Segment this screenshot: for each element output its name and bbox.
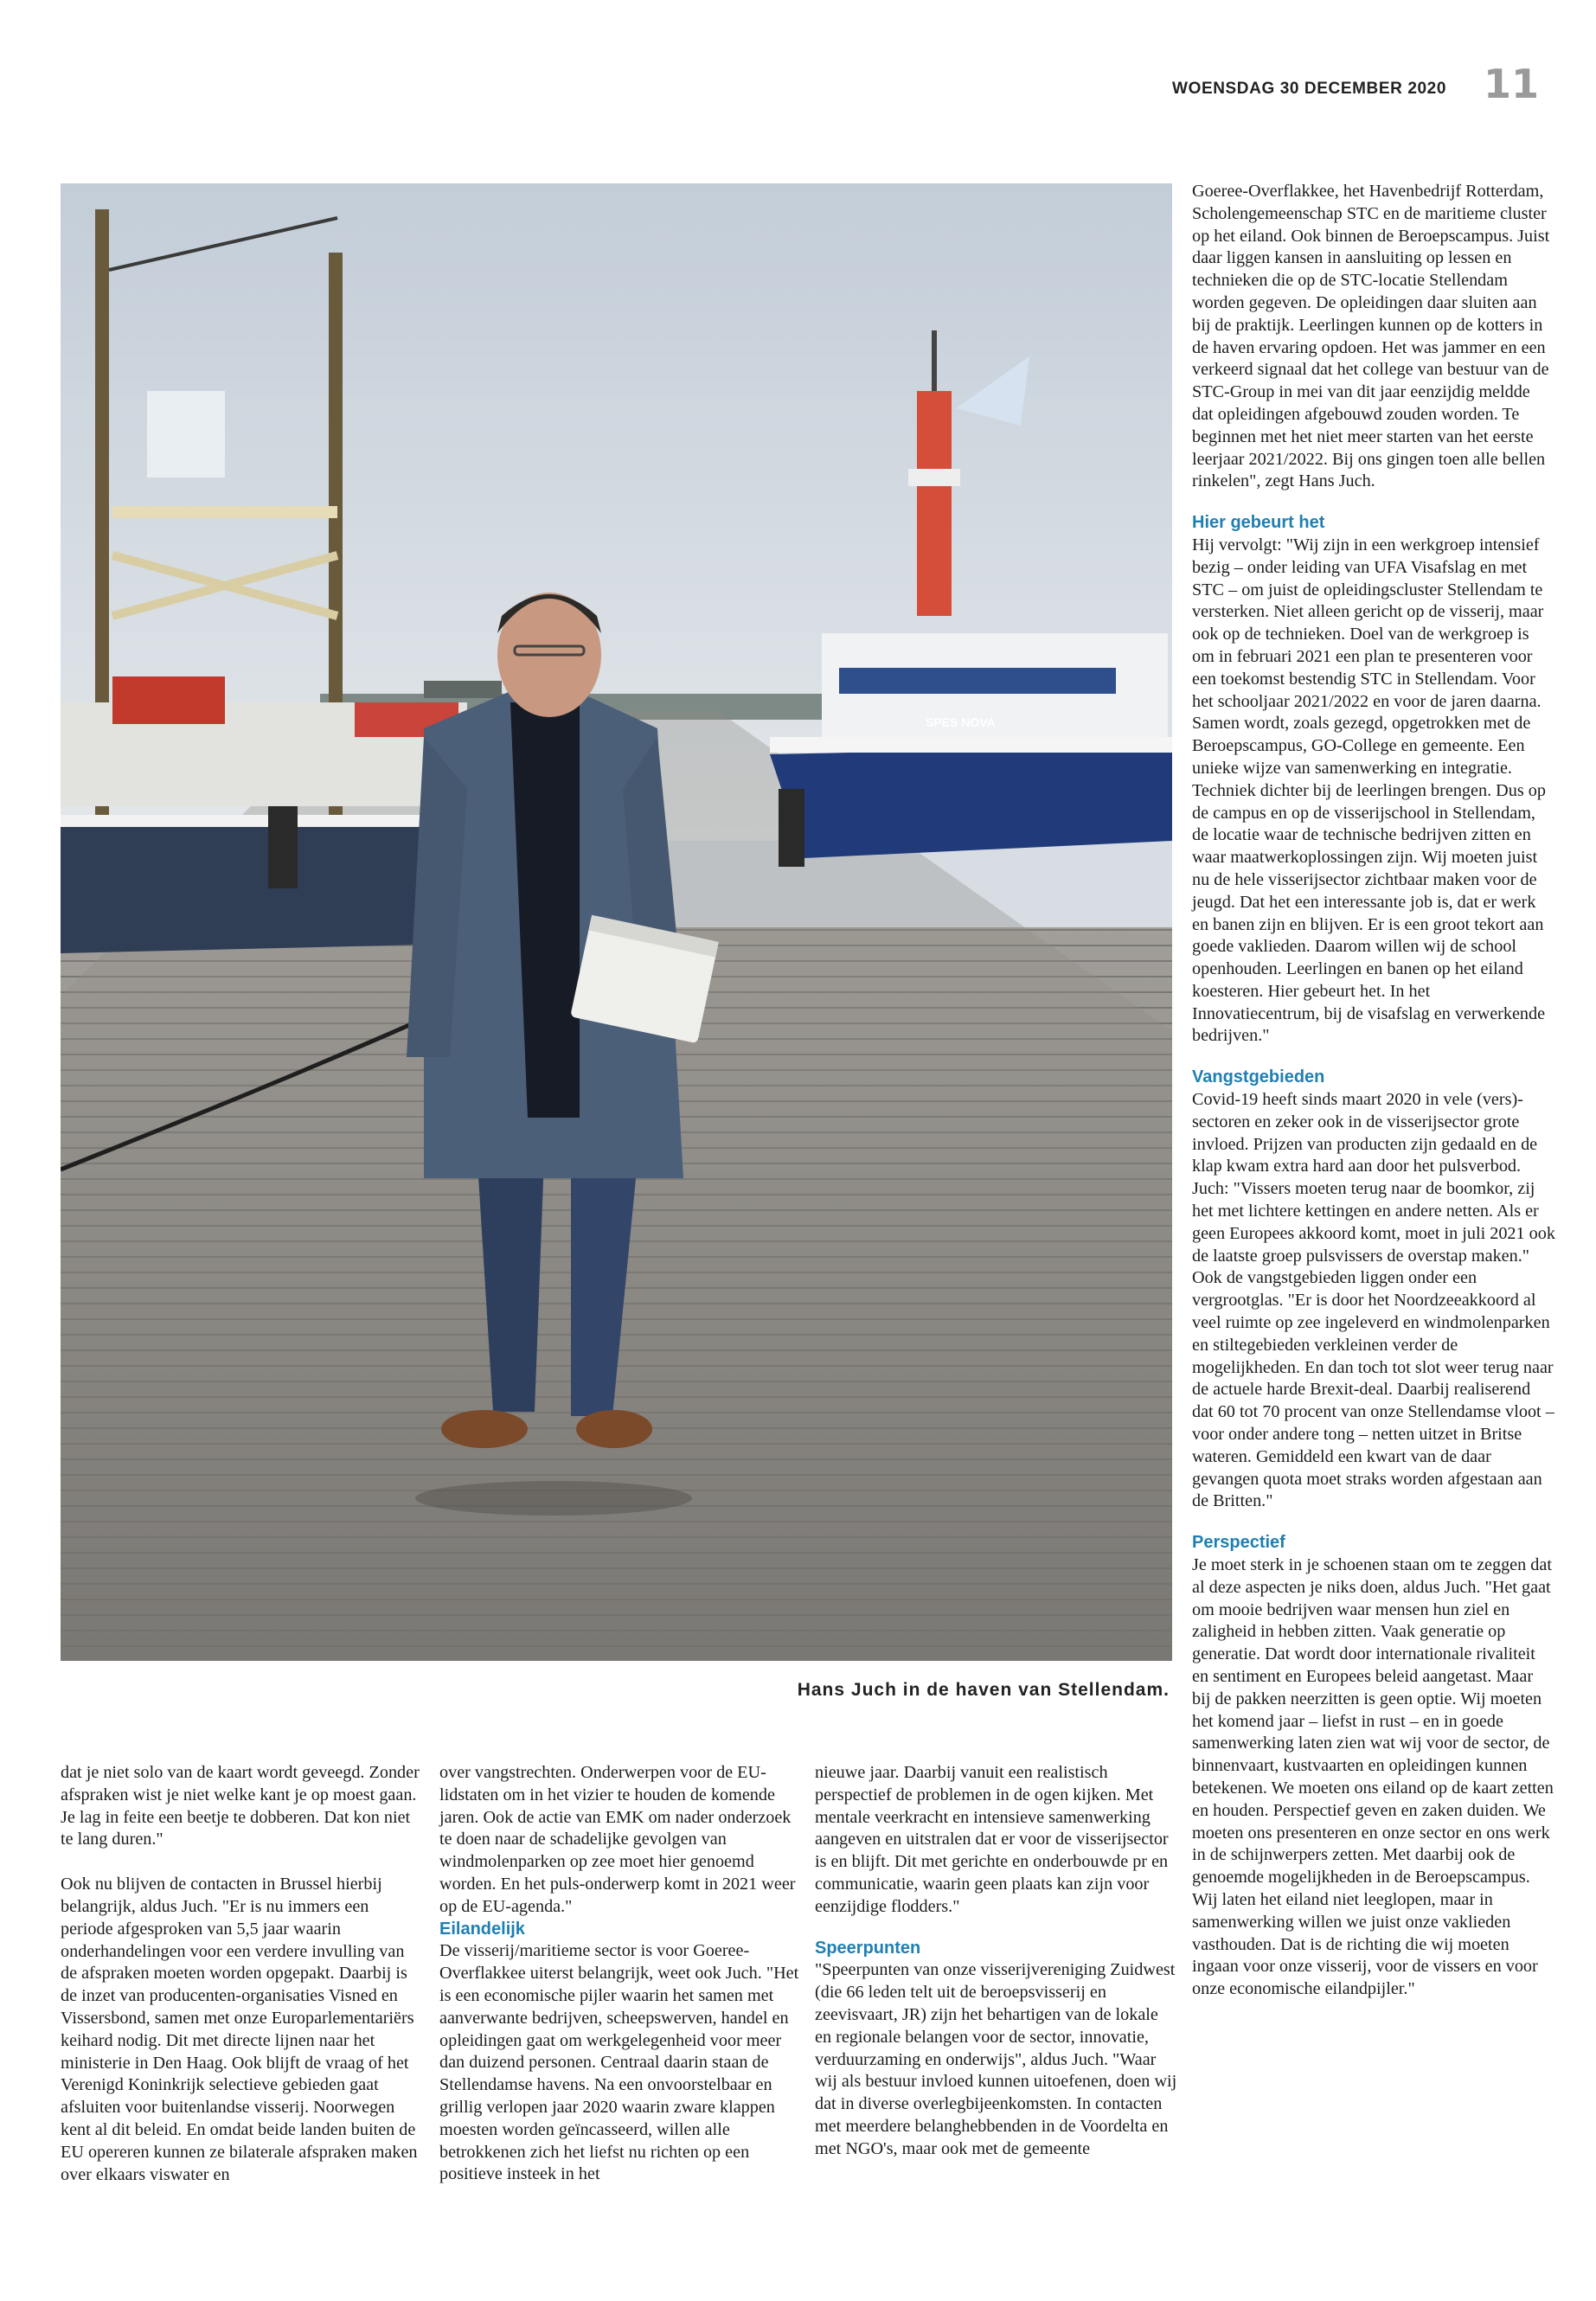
paragraph: "Speerpunten van onze visserijvereniging Zuidwest (die 66 leden telt uit de beroepsvisserij en zeevisvaart, JR) zijn het behartigen van de lokale en regionale belangen voor de sector, innovatie, verduurzaming en onderwijs", aldus Juch. "Waar wij als bestuur invloed kunnen uitoefenen, doen wij dat in diverse overlegbijeenkomsten. In contacten met meerdere belanghebbenden in de Voordelta en met NGO's, maar ook met de gemeente bbox=[815, 1960, 1177, 2158]
article-bottom-column-2 bbox=[439, 1762, 803, 2186]
paragraph: nieuwe jaar. Daarbij vanuit een realistisch perspectief de problemen in de ogen kijken. Met mentale veerkracht en intensieve samenwerking aangeven en uitstralen dat er voor de visserijsector is en blijft. Dit met gerichte en onderbouwde pr en communicatie, waarin geen plaats kan zijn voor eenzijdige flodders." bbox=[815, 1763, 1169, 1916]
subheading: Perspectief bbox=[1192, 1533, 1285, 1553]
subheading: Speerpunten bbox=[815, 1938, 921, 1958]
paragraph: Covid-19 heeft sinds maart 2020 in vele (vers)-sectoren en zeker ook in de visserijsector grote invloed. Prijzen van producten zijn gedaald en de klap kwam extra hard aan door het pulsverbod. Juch: "Vissers moeten terug naar de boomkor, zij het met lichtere kettingen en andere netten. Als er geen Europees akkoord komt, moet in juli 2021 ook de laatste groep pulsvissers de overstap maken." Ook de vangstgebieden liggen onder een vergrootglas. "Er is door het Noordzeeakkoord al veel ruimte op zee ingeleverd en windmolenparken en stiltegebieden verkleinen verder de mogelijkheden. En dan toch tot slot weer terug naar de actuele harde Brexit-deal. Daarbij realiserend dat 60 tot 70 procent van onze Stellendamse vloot – voor onder andere tong – netten uitzet in Britse wateren. Gemiddeld een kwart van de daar gevangen quota moet straks worden afgestaan aan de Britten." bbox=[1192, 1090, 1555, 1511]
photo-illustration bbox=[61, 183, 1172, 1661]
article-right-column bbox=[1192, 181, 1555, 2001]
paragraph: De visserij/maritieme sector is voor Goeree-Overflakkee uiterst belangrijk, weet ook Juch. "Het is een economische pijler waarin het samen met aanverwante bedrijven, scheepswerven, handel en opleidingen gaat om werkgelegenheid voor meer dan duizend personen. Centraal daarin staan de Stellendamse havens. Na een onvoorstelbaar en grillig verlopen jaar 2020 waarin zware klappen moesten worden geïncasseerd, willen alle betrokkenen zich het liefst nu richten op een positieve insteek in het bbox=[439, 1941, 799, 2184]
paragraph: Goeree-Overflakkee, het Havenbedrijf Rotterdam, Scholengemeenschap STC en de maritieme cluster op het eiland. Ook binnen de Beroepscampus. Juist daar liggen kansen in aansluiting op lessen en technieken die op de STC-locatie Stellendam worden gegeven. De opleidingen daar sluiten aan bij de praktijk. Leerlingen kunnen op de kotters in de haven ervaring opdoen. Het was jammer en een verkeerd signaal dat het college van bestuur van de STC-Group in mei van dit jaar eenzijdig meldde dat opleidingen afgebouwd zouden worden. Te beginnen met het niet meer starten van het eerste leerjaar 2021/2022. Bij ons gingen toen alle bellen rinkelen", zegt Hans Juch. bbox=[1192, 182, 1550, 491]
issue-date: WOENSDAG 30 DECEMBER 2020 bbox=[1172, 80, 1446, 98]
subheading: Eilandelijk bbox=[439, 1919, 525, 1939]
paragraph: dat je niet solo van de kaart wordt geveegd. Zonder afspraken wist je niet welke kant je op moest gaan. Je lag in feite een beetje te dobberen. Dat kon niet te lang duren." bbox=[61, 1763, 420, 1849]
subheading: Vangstgebieden bbox=[1192, 1067, 1325, 1087]
paragraph: over vangstrechten. Onderwerpen voor de EU-lidstaten om in het vizier te houden de komende jaren. Ook de actie van EMK om nader onderzoek te doen naar de schadelijke gevolgen van windmolenparken op zee moet hier genoemd worden. En het puls-onderwerp komt in 2021 weer op de EU-agenda." bbox=[439, 1763, 796, 1916]
page-number: 11 bbox=[1484, 61, 1540, 107]
article-bottom-column-1 bbox=[61, 1762, 424, 2186]
article-bottom-column-3 bbox=[815, 1762, 1178, 2161]
paragraph: Je moet sterk in je schoenen staan om te zeggen dat al deze aspecten je niks doen, aldus Juch. "Het gaat om mooie bedrijven waar mensen hun ziel en zaligheid in hebben zitten. Vaak generatie op generatie. Dat wordt door internationale rivaliteit en sentiment en Europees beleid aangetast. Maar bij de pakken neerzitten is geen optie. Wij moeten het komend jaar – liefst in rust – en in goede samenwerking laten zien wat wij voor de sector, de binnenvaart, kustvaarten en opleidingen kunnen betekenen. We moeten ons eiland op de kaart zetten en houden. Perspectief geven en zaken duiden. We moeten ons presenteren en onze sector en ons werk in de schijnwerpers zetten. Met daarbij ook de genoemde mogelijkheden in de Beroepscampus. Wij laten het eiland niet leeglopen, maar in samenwerking willen we juist onze vaklieden vasthouden. Dat is de richting die wij moeten ingaan voor onze visserij, voor de vissers en voor onze economische eilandpijler." bbox=[1192, 1555, 1554, 1999]
subheading: Hier gebeurt het bbox=[1192, 513, 1325, 533]
paragraph: Ook nu blijven de contacten in Brussel hierbij belangrijk, aldus Juch. "Er is nu immers een periode afgesproken van 5,5 jaar waarin onderhandelingen voor een verdere invulling van de afspraken moeten worden opgepakt. Daarbij is de inzet van producenten-organisaties Visned en Vissersbond, samen met onze Europarlementariërs keihard nodig. Dit met directe lijnen naar het ministerie in Den Haag. Ook blijft de vraag of het Verenigd Koninkrijk selectieve gebieden gaat afsluiten voor buitenlandse visserij. Noorwegen kent al dit beleid. En omdat beide landen buiten de EU opereren kunnen ze bilaterale afspraken maken over elkaars viswater en bbox=[61, 1875, 418, 2184]
harbour-photo bbox=[61, 183, 1172, 1661]
boat-name-label: SPES NOVA bbox=[926, 715, 996, 729]
photo-caption: Hans Juch in de haven van Stellendam. bbox=[797, 1680, 1170, 1700]
paragraph: Hij vervolgt: "Wij zijn in een werkgroep intensief bezig – onder leiding van UFA Visafslag en met STC – om juist de opleidingscluster Stellendam te versterken. Niet alleen gericht op de visserij, maar ook op de technieken. Doel van de werkgroep is om in februari 2021 een plan te presenteren voor een toekomst bestendig STC in Stellendam. Voor het schooljaar 2021/2022 en voor de jaren daarna. Samen wordt, zoals gezegd, opgetrokken met de Beroepscampus, GO-College en gemeente. Een unieke wijze van samenwerking en integratie. Techniek dichter bij de leerlingen brengen. Dus op de campus en op de visserijschool in Stellendam, de locatie waar de technische bedrijven zitten en waar maatwerkoplossingen zijn. Wij moeten juist nu de hele visserijsector zichtbaar maken voor de jeugd. Dat het een interessante job is, dat er werk en banen zijn en blijven. Er is een groot tekort aan goede vaklieden. Daarom willen wij de school openhouden. Leerlingen en banen op het eiland koesteren. Hier gebeurt het. In het Innovatiecentrum, bij de visafslag en verwerkende bedrijven." bbox=[1192, 535, 1546, 1046]
